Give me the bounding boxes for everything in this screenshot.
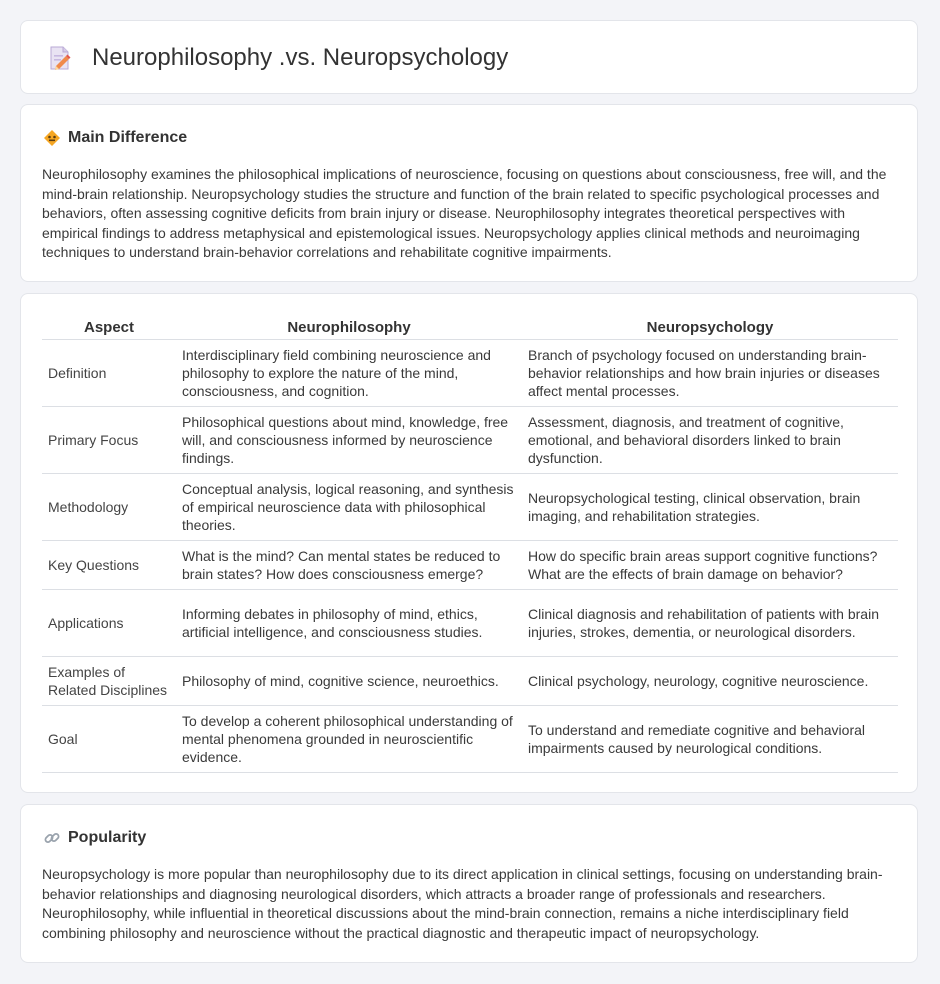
main-difference-heading: Main Difference — [68, 129, 188, 146]
table-row — [42, 541, 898, 590]
row-aspect: Definition — [42, 340, 176, 407]
header-neuropsychology: Neuropsychology — [522, 316, 898, 340]
row-neurophilosophy: Philosophy of mind, cognitive science, neuroethics. — [176, 657, 522, 706]
row-aspect: Methodology — [42, 474, 176, 541]
diamond-warning-icon — [43, 129, 61, 147]
row-aspect: Primary Focus — [42, 407, 176, 474]
table-row — [42, 590, 898, 657]
row-neuropsychology: To understand and remediate cognitive and behavioral impairments caused by neurological conditions. — [522, 706, 898, 773]
table-row — [42, 340, 898, 407]
row-aspect: Key Questions — [42, 541, 176, 590]
row-neuropsychology: Assessment, diagnosis, and treatment of cognitive, emotional, and behavioral disorders linked to brain dysfunction. — [522, 407, 898, 474]
main-difference-header — [43, 127, 187, 149]
title-card — [20, 20, 918, 94]
table-header-row — [42, 316, 898, 340]
header-neurophilosophy: Neurophilosophy — [176, 316, 522, 340]
row-aspect: Goal — [42, 706, 176, 773]
popularity-heading: Popularity — [68, 829, 147, 846]
table-row — [42, 706, 898, 773]
main-difference-card — [20, 104, 918, 282]
table-row — [42, 407, 898, 474]
row-neuropsychology: Neuropsychological testing, clinical observation, brain imaging, and rehabilitation strategies. — [522, 474, 898, 541]
comparison-card — [20, 293, 918, 793]
popularity-header — [43, 827, 146, 849]
row-neuropsychology: Clinical diagnosis and rehabilitation of patients with brain injuries, strokes, dementia, or neurological disorders. — [522, 590, 898, 657]
popularity-text: Neuropsychology is more popular than neurophilosophy due to its direct application in clinical settings, focusing on understanding brain-behavior relationships and diagnosing neurological disorders, which attracts a broader range of professionals and researchers. Neurophilosophy, while influential in theoretical discussions about the mind-brain connection, remains a niche interdisciplinary field combining philosophy and neuroscience without the practical diagnostic and therapeutic impact of neuropsychology. — [42, 866, 883, 941]
table-row — [42, 657, 898, 706]
row-neurophilosophy: Philosophical questions about mind, knowledge, free will, and consciousness informed by neuroscience findings. — [176, 407, 522, 474]
link-icon — [43, 829, 61, 847]
row-neurophilosophy: To develop a coherent philosophical understanding of mental phenomena grounded in neuroscientific evidence. — [176, 706, 522, 773]
row-neuropsychology: Clinical psychology, neurology, cognitive neuroscience. — [522, 657, 898, 706]
popularity-card — [20, 804, 918, 963]
table-row — [42, 474, 898, 541]
row-neurophilosophy: Conceptual analysis, logical reasoning, and synthesis of empirical neuroscience data with philosophical theories. — [176, 474, 522, 541]
comparison-table — [42, 316, 898, 773]
row-aspect: Examples of Related Disciplines — [42, 657, 176, 706]
row-neurophilosophy: Informing debates in philosophy of mind, ethics, artificial intelligence, and consciousness studies. — [176, 590, 522, 657]
row-neurophilosophy: Interdisciplinary field combining neuroscience and philosophy to explore the nature of the mind, consciousness, and cognition. — [176, 340, 522, 407]
row-neuropsychology: How do specific brain areas support cognitive functions? What are the effects of brain damage on behavior? — [522, 541, 898, 590]
row-aspect: Applications — [42, 590, 176, 657]
header-aspect: Aspect — [42, 316, 176, 340]
row-neurophilosophy: What is the mind? Can mental states be reduced to brain states? How does consciousness emerge? — [176, 541, 522, 590]
main-difference-text: Neurophilosophy examines the philosophical implications of neuroscience, focusing on questions about consciousness, free will, and the mind-brain relationship. Neuropsychology studies the structure and function of the brain related to specific psychological processes and behaviors, often assessing cognitive deficits from brain injury or disease. Neurophilosophy integrates theoretical perspectives with empirical findings to address metaphysical and epistemological issues. Neuropsychology applies clinical methods and neuroimaging techniques to understand brain-behavior correlations and rehabilitate cognitive impairments. — [42, 166, 887, 261]
page-title: Neurophilosophy .vs. Neuropsychology — [92, 44, 509, 71]
document-pencil-icon — [47, 45, 73, 71]
row-neuropsychology: Branch of psychology focused on understanding brain-behavior relationships and how brain injuries or diseases affect mental processes. — [522, 340, 898, 407]
